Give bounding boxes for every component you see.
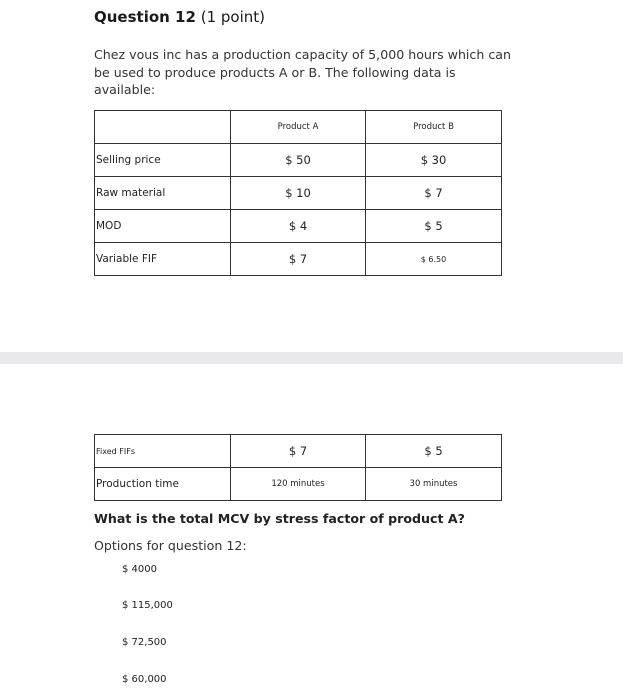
table-header-cell: Product A (231, 111, 366, 144)
product-a-value: 120 minutes (231, 468, 366, 501)
question-points: (1 point) (200, 8, 265, 26)
product-b-value: $ 30 (366, 144, 502, 177)
card-divider (0, 352, 623, 364)
row-label: Production time (95, 468, 231, 501)
question-text: Chez vous inc has a production capacity of 5,000 hours which can be used to produce products A or B. The following data is available: (94, 47, 511, 97)
answer-option[interactable]: $ 72,500 (122, 637, 167, 648)
product-b-value: $ 5 (366, 210, 502, 243)
product-a-value: $ 7 (231, 435, 366, 468)
question-number: Question 12 (94, 8, 196, 26)
question-title (94, 8, 265, 26)
table-row (95, 243, 502, 276)
row-label: Selling price (95, 144, 231, 177)
table-header-cell (95, 111, 231, 144)
table-row (95, 210, 502, 243)
answer-option[interactable]: $ 4000 (122, 564, 157, 575)
table-row (95, 144, 502, 177)
question-prompt: What is the total MCV by stress factor of product A? (94, 511, 465, 526)
product-b-value: $ 6.50 (366, 243, 502, 276)
product-a-value: $ 50 (231, 144, 366, 177)
data-table-2 (94, 434, 502, 501)
table-row (95, 468, 502, 501)
table-header-row (95, 111, 502, 144)
product-b-value: 30 minutes (366, 468, 502, 501)
question-card-bottom (0, 364, 623, 700)
table-row (95, 177, 502, 210)
table-row (95, 435, 502, 468)
table-header-cell: Product B (366, 111, 502, 144)
product-a-value: $ 10 (231, 177, 366, 210)
options-heading: Options for question 12: (94, 538, 247, 553)
row-label: Raw material (95, 177, 231, 210)
product-a-value: $ 7 (231, 243, 366, 276)
row-label: MOD (95, 210, 231, 243)
product-b-value: $ 5 (366, 435, 502, 468)
product-a-value: $ 4 (231, 210, 366, 243)
data-table-1 (94, 110, 502, 276)
product-b-value: $ 7 (366, 177, 502, 210)
answer-option[interactable]: $ 60,000 (122, 674, 167, 685)
row-label: Variable FIF (95, 243, 231, 276)
row-label: Fixed FIFs (95, 435, 231, 468)
answer-option[interactable]: $ 115,000 (122, 600, 173, 611)
